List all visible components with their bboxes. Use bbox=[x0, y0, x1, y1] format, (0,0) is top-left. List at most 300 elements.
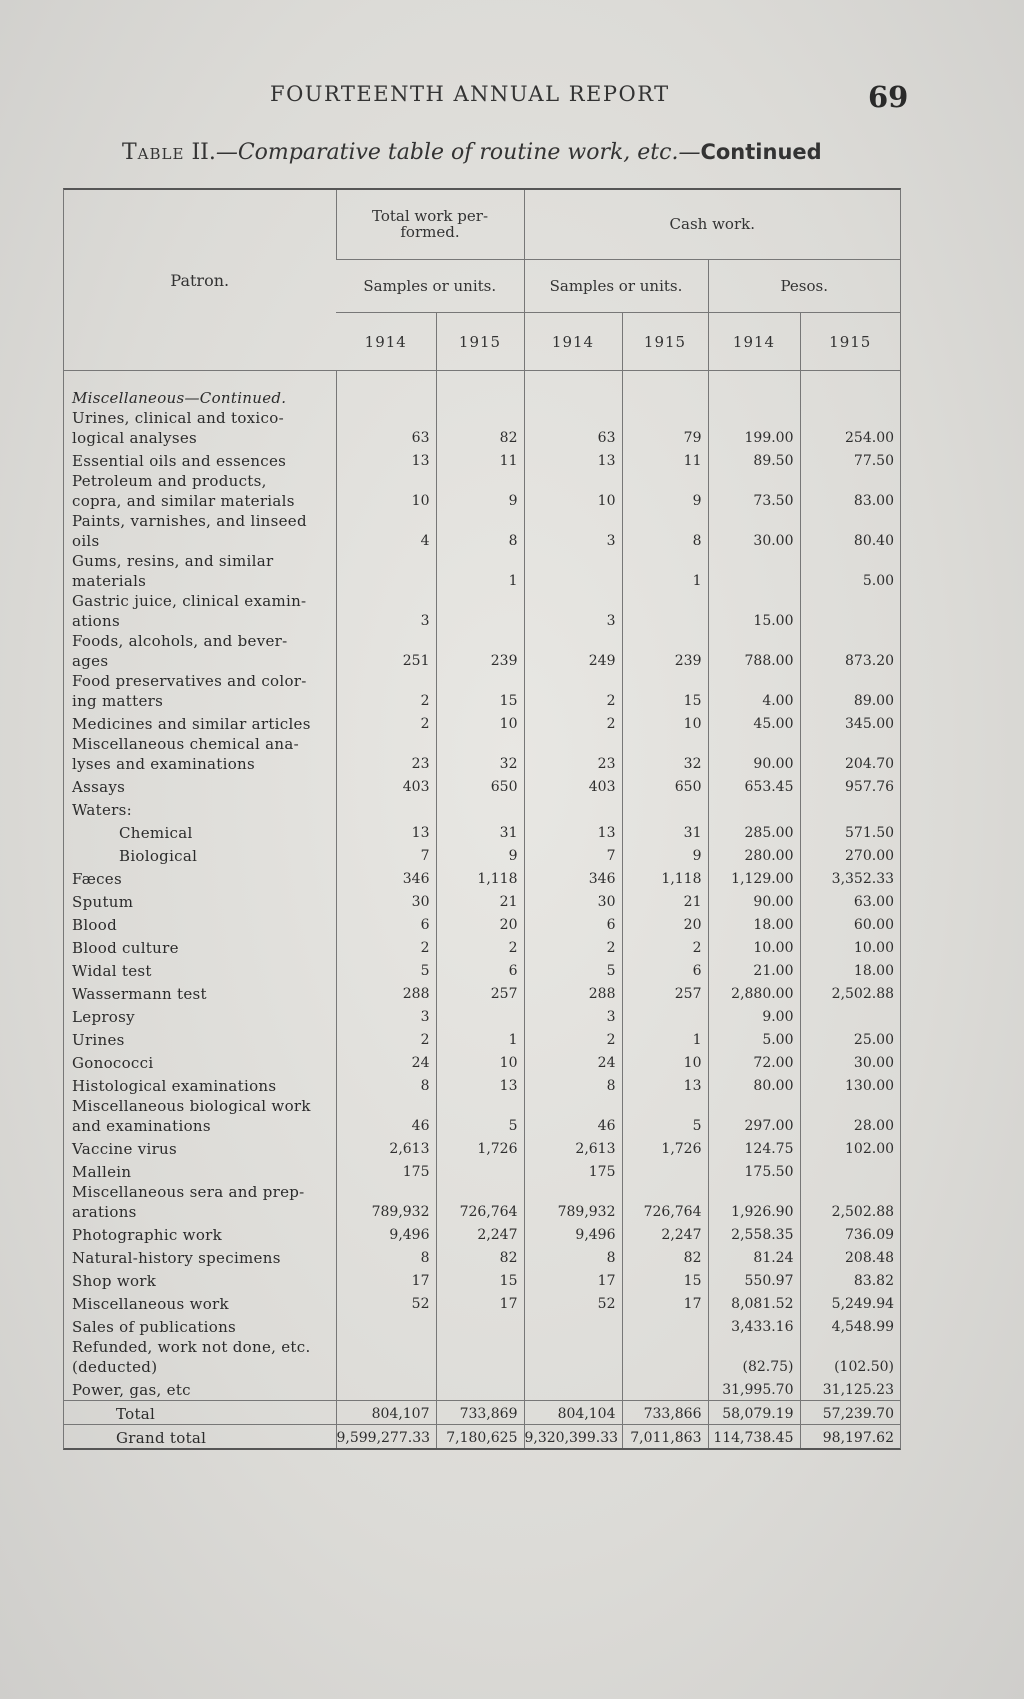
row-label: Blood bbox=[72, 916, 117, 934]
cell-value: 90.00 bbox=[708, 734, 800, 774]
row-label: Miscellaneous work bbox=[72, 1295, 229, 1313]
cell-value: 2,247 bbox=[622, 1222, 708, 1245]
row-label: Grand total bbox=[64, 1425, 336, 1449]
cell-value: 83.82 bbox=[800, 1268, 900, 1291]
cell-value bbox=[800, 591, 900, 631]
cell-value bbox=[436, 1314, 524, 1337]
table-row bbox=[64, 1159, 900, 1182]
cell-value: 114,738.45 bbox=[708, 1425, 800, 1449]
cell-value: 10 bbox=[336, 471, 436, 511]
table-row bbox=[64, 866, 900, 889]
year-header: 1915 bbox=[436, 313, 524, 371]
grand-total-row bbox=[64, 1425, 900, 1449]
cell-value: 13 bbox=[524, 820, 622, 843]
cell-value: 2 bbox=[436, 935, 524, 958]
table-row bbox=[64, 1377, 900, 1401]
cell-value: 82 bbox=[622, 1245, 708, 1268]
page-number: 69 bbox=[868, 80, 909, 114]
table-row bbox=[64, 1073, 900, 1096]
cell-value: 3 bbox=[524, 511, 622, 551]
cell-value: 257 bbox=[436, 981, 524, 1004]
cell-value bbox=[622, 1314, 708, 1337]
row-label: Petroleum and products, copra, and similar materials bbox=[72, 472, 295, 510]
cell-value: 2 bbox=[336, 711, 436, 734]
table-row bbox=[64, 1268, 900, 1291]
caption-number: II. bbox=[191, 140, 216, 165]
cell-value: 63.00 bbox=[800, 889, 900, 912]
cell-value bbox=[436, 1159, 524, 1182]
cell-value: 733,866 bbox=[622, 1401, 708, 1425]
cell-value: 6 bbox=[336, 912, 436, 935]
cell-value: 270.00 bbox=[800, 843, 900, 866]
year-header: 1914 bbox=[336, 313, 436, 371]
page-header-title: FOURTEENTH ANNUAL REPORT bbox=[270, 82, 670, 106]
row-label: Biological bbox=[119, 847, 198, 865]
cell-value: 30 bbox=[336, 889, 436, 912]
cell-value: 8 bbox=[336, 1245, 436, 1268]
cell-value: 10 bbox=[436, 711, 524, 734]
cell-value: 124.75 bbox=[708, 1136, 800, 1159]
cell-value: 9.00 bbox=[708, 1004, 800, 1027]
table-row bbox=[64, 889, 900, 912]
row-label: Food preservatives and color- ing matters bbox=[72, 672, 307, 710]
cell-value bbox=[622, 1377, 708, 1401]
table-row bbox=[64, 1337, 900, 1377]
cell-value: 7 bbox=[524, 843, 622, 866]
cell-value: 345.00 bbox=[800, 711, 900, 734]
cell-value bbox=[336, 1337, 436, 1377]
table-row bbox=[64, 912, 900, 935]
cell-value: 18.00 bbox=[708, 912, 800, 935]
cell-value: 788.00 bbox=[708, 631, 800, 671]
column-header-patron: Patron. bbox=[64, 190, 336, 371]
column-header-total-work: Total work per- formed. bbox=[336, 190, 524, 259]
row-label: Refunded, work not done, etc. (deducted) bbox=[72, 1338, 311, 1376]
cell-value: 804,107 bbox=[336, 1401, 436, 1425]
row-label: Wassermann test bbox=[72, 985, 207, 1003]
cell-value: 4,548.99 bbox=[800, 1314, 900, 1337]
cell-value: 346 bbox=[524, 866, 622, 889]
cell-value: 11 bbox=[436, 448, 524, 471]
cell-value: 45.00 bbox=[708, 711, 800, 734]
cell-value: 789,932 bbox=[336, 1182, 436, 1222]
cell-value: 650 bbox=[622, 774, 708, 797]
cell-value: (102.50) bbox=[800, 1337, 900, 1377]
cell-value: 30.00 bbox=[800, 1050, 900, 1073]
cell-value bbox=[436, 591, 524, 631]
cell-value: 957.76 bbox=[800, 774, 900, 797]
caption-suffix: Continued bbox=[700, 140, 822, 164]
cell-value bbox=[708, 797, 800, 820]
cell-value bbox=[524, 797, 622, 820]
cell-value: 8 bbox=[336, 1073, 436, 1096]
cell-value bbox=[622, 1159, 708, 1182]
cell-value: 21.00 bbox=[708, 958, 800, 981]
cell-value: 89.00 bbox=[800, 671, 900, 711]
table-row bbox=[64, 1096, 900, 1136]
cell-value: 5,249.94 bbox=[800, 1291, 900, 1314]
cell-value: 32 bbox=[436, 734, 524, 774]
cell-value: 4 bbox=[336, 511, 436, 551]
cell-value: 873.20 bbox=[800, 631, 900, 671]
cell-value: 2,502.88 bbox=[800, 1182, 900, 1222]
table-row bbox=[64, 631, 900, 671]
cell-value: 20 bbox=[622, 912, 708, 935]
cell-value bbox=[524, 1337, 622, 1377]
row-label: Miscellaneous sera and prep- arations bbox=[72, 1183, 305, 1221]
cell-value: 6 bbox=[436, 958, 524, 981]
table-row bbox=[64, 711, 900, 734]
cell-value: 15 bbox=[622, 1268, 708, 1291]
row-label: Urines bbox=[72, 1031, 125, 1049]
cell-value: 28.00 bbox=[800, 1096, 900, 1136]
table-row bbox=[64, 448, 900, 471]
row-label: Medicines and similar articles bbox=[72, 715, 311, 733]
cell-value: 5 bbox=[524, 958, 622, 981]
table-row bbox=[64, 734, 900, 774]
cell-value: 3 bbox=[336, 1004, 436, 1027]
column-header-pesos: Pesos. bbox=[708, 259, 900, 312]
cell-value: 2,613 bbox=[336, 1136, 436, 1159]
cell-value: 2 bbox=[336, 935, 436, 958]
cell-value bbox=[524, 1314, 622, 1337]
table-row bbox=[64, 843, 900, 866]
cell-value: 6 bbox=[524, 912, 622, 935]
year-header: 1914 bbox=[708, 313, 800, 371]
cell-value: 10.00 bbox=[708, 935, 800, 958]
row-label: Foods, alcohols, and bever- ages bbox=[72, 632, 288, 670]
cell-value: 3 bbox=[524, 591, 622, 631]
row-label: Histological examinations bbox=[72, 1077, 277, 1095]
cell-value: 297.00 bbox=[708, 1096, 800, 1136]
table-row bbox=[64, 591, 900, 631]
cell-value: 571.50 bbox=[800, 820, 900, 843]
row-label: Urines, clinical and toxico- logical analyses bbox=[72, 409, 284, 447]
cell-value: 789,932 bbox=[524, 1182, 622, 1222]
table-row bbox=[64, 511, 900, 551]
cell-value: 288 bbox=[524, 981, 622, 1004]
cell-value bbox=[800, 1004, 900, 1027]
cell-value: 1 bbox=[436, 1027, 524, 1050]
cell-value: 1,926.90 bbox=[708, 1182, 800, 1222]
cell-value: 7,011,863 bbox=[622, 1425, 708, 1449]
cell-value: 80.40 bbox=[800, 511, 900, 551]
cell-value: 83.00 bbox=[800, 471, 900, 511]
row-label: Essential oils and essences bbox=[72, 452, 287, 470]
cell-value: 23 bbox=[336, 734, 436, 774]
cell-value: 31,995.70 bbox=[708, 1377, 800, 1401]
cell-value: 346 bbox=[336, 866, 436, 889]
cell-value bbox=[622, 1004, 708, 1027]
row-label: Mallein bbox=[72, 1163, 132, 1181]
cell-value: 1,726 bbox=[622, 1136, 708, 1159]
column-header-samples-total: Samples or units. bbox=[336, 259, 524, 312]
cell-value: 15 bbox=[436, 1268, 524, 1291]
cell-value: 288 bbox=[336, 981, 436, 1004]
row-label: Blood culture bbox=[72, 939, 179, 957]
cell-value: 1 bbox=[622, 551, 708, 591]
row-label: Vaccine virus bbox=[72, 1140, 178, 1158]
cell-value: 31,125.23 bbox=[800, 1377, 900, 1401]
cell-value: 79 bbox=[622, 408, 708, 448]
row-label: Photographic work bbox=[72, 1226, 223, 1244]
cell-value: 13 bbox=[524, 448, 622, 471]
table-row bbox=[64, 1222, 900, 1245]
cell-value: 280.00 bbox=[708, 843, 800, 866]
cell-value: 2 bbox=[524, 935, 622, 958]
cell-value: 13 bbox=[436, 1073, 524, 1096]
cell-value: 285.00 bbox=[708, 820, 800, 843]
cell-value: 10 bbox=[622, 711, 708, 734]
cell-value: 254.00 bbox=[800, 408, 900, 448]
cell-value: 403 bbox=[336, 774, 436, 797]
row-label: Waters: bbox=[72, 801, 132, 819]
cell-value: 15 bbox=[622, 671, 708, 711]
table-row bbox=[64, 1182, 900, 1222]
cell-value: 5.00 bbox=[708, 1027, 800, 1050]
cell-value: 82 bbox=[436, 408, 524, 448]
cell-value: 63 bbox=[336, 408, 436, 448]
cell-value bbox=[336, 797, 436, 820]
cell-value bbox=[708, 551, 800, 591]
cell-value: 175 bbox=[524, 1159, 622, 1182]
cell-value: 2 bbox=[336, 1027, 436, 1050]
year-header: 1915 bbox=[800, 313, 900, 371]
cell-value: 17 bbox=[622, 1291, 708, 1314]
cell-value: 80.00 bbox=[708, 1073, 800, 1096]
table-row bbox=[64, 408, 900, 448]
row-label: Leprosy bbox=[72, 1008, 135, 1026]
cell-value: 8 bbox=[524, 1245, 622, 1268]
cell-value: 57,239.70 bbox=[800, 1401, 900, 1425]
row-label: Natural-history specimens bbox=[72, 1249, 281, 1267]
row-label: Sputum bbox=[72, 893, 134, 911]
cell-value: 239 bbox=[622, 631, 708, 671]
cell-value bbox=[622, 797, 708, 820]
cell-value: 736.09 bbox=[800, 1222, 900, 1245]
row-label: Total bbox=[64, 1401, 336, 1425]
cell-value: 52 bbox=[524, 1291, 622, 1314]
cell-value bbox=[622, 1337, 708, 1377]
cell-value: 77.50 bbox=[800, 448, 900, 471]
cell-value: 82 bbox=[436, 1245, 524, 1268]
cell-value: 1,118 bbox=[622, 866, 708, 889]
section-label: Miscellaneous—Continued. bbox=[72, 389, 287, 407]
row-label: Miscellaneous biological work and examinations bbox=[72, 1097, 311, 1135]
cell-value: 2 bbox=[524, 711, 622, 734]
cell-value: 653.45 bbox=[708, 774, 800, 797]
table-row bbox=[64, 797, 900, 820]
row-label: Gastric juice, clinical examin- ations bbox=[72, 592, 307, 630]
table-row bbox=[64, 935, 900, 958]
cell-value: 15.00 bbox=[708, 591, 800, 631]
table-row bbox=[64, 1136, 900, 1159]
table-row bbox=[64, 1027, 900, 1050]
cell-value: 2,502.88 bbox=[800, 981, 900, 1004]
cell-value: 208.48 bbox=[800, 1245, 900, 1268]
cell-value: 2 bbox=[524, 1027, 622, 1050]
cell-value: 6 bbox=[622, 958, 708, 981]
cell-value: 8,081.52 bbox=[708, 1291, 800, 1314]
table-row bbox=[64, 1291, 900, 1314]
cell-value: 2 bbox=[622, 935, 708, 958]
row-label: Assays bbox=[72, 778, 126, 796]
cell-value: 403 bbox=[524, 774, 622, 797]
cell-value: 3,352.33 bbox=[800, 866, 900, 889]
cell-value: 9,496 bbox=[336, 1222, 436, 1245]
cell-value: 25.00 bbox=[800, 1027, 900, 1050]
cell-value: 31 bbox=[436, 820, 524, 843]
cell-value: 1 bbox=[436, 551, 524, 591]
total-row bbox=[64, 1401, 900, 1425]
cell-value: 11 bbox=[622, 448, 708, 471]
cell-value: 60.00 bbox=[800, 912, 900, 935]
cell-value: 5 bbox=[622, 1096, 708, 1136]
cell-value: 2 bbox=[336, 671, 436, 711]
cell-value: 10 bbox=[524, 471, 622, 511]
cell-value: 5.00 bbox=[800, 551, 900, 591]
cell-value bbox=[622, 591, 708, 631]
row-label: Gums, resins, and similar materials bbox=[72, 552, 274, 590]
table-caption bbox=[122, 140, 882, 165]
cell-value: 72.00 bbox=[708, 1050, 800, 1073]
cell-value: 2 bbox=[524, 671, 622, 711]
cell-value: 9 bbox=[622, 471, 708, 511]
cell-value: 81.24 bbox=[708, 1245, 800, 1268]
cell-value bbox=[436, 797, 524, 820]
cell-value: 15 bbox=[436, 671, 524, 711]
cell-value: 31 bbox=[622, 820, 708, 843]
cell-value: 9 bbox=[436, 471, 524, 511]
cell-value: 21 bbox=[622, 889, 708, 912]
cell-value: 21 bbox=[436, 889, 524, 912]
table-row bbox=[64, 1245, 900, 1268]
cell-value: 32 bbox=[622, 734, 708, 774]
cell-value: 4.00 bbox=[708, 671, 800, 711]
cell-value: 20 bbox=[436, 912, 524, 935]
row-label: Sales of publications bbox=[72, 1318, 237, 1336]
cell-value bbox=[800, 1159, 900, 1182]
cell-value: 1,129.00 bbox=[708, 866, 800, 889]
cell-value: 5 bbox=[336, 958, 436, 981]
cell-value: 726,764 bbox=[622, 1182, 708, 1222]
cell-value: 13 bbox=[622, 1073, 708, 1096]
cell-value: 58,079.19 bbox=[708, 1401, 800, 1425]
row-label: Paints, varnishes, and linseed oils bbox=[72, 512, 307, 550]
table-row bbox=[64, 820, 900, 843]
cell-value: 550.97 bbox=[708, 1268, 800, 1291]
cell-value: 1,726 bbox=[436, 1136, 524, 1159]
cell-value bbox=[336, 1377, 436, 1401]
cell-value: 2,613 bbox=[524, 1136, 622, 1159]
table-row bbox=[64, 1050, 900, 1073]
cell-value: 98,197.62 bbox=[800, 1425, 900, 1449]
cell-value bbox=[524, 1377, 622, 1401]
cell-value: 733,869 bbox=[436, 1401, 524, 1425]
cell-value: 30 bbox=[524, 889, 622, 912]
cell-value: 130.00 bbox=[800, 1073, 900, 1096]
cell-value: 10.00 bbox=[800, 935, 900, 958]
cell-value: 175 bbox=[336, 1159, 436, 1182]
column-header-cash-work: Cash work. bbox=[524, 190, 900, 259]
row-label: Chemical bbox=[119, 824, 193, 842]
table-row bbox=[64, 551, 900, 591]
cell-value bbox=[524, 551, 622, 591]
cell-value: 650 bbox=[436, 774, 524, 797]
cell-value: 7 bbox=[336, 843, 436, 866]
cell-value bbox=[336, 1314, 436, 1337]
table-row bbox=[64, 471, 900, 511]
row-label: Shop work bbox=[72, 1272, 157, 1290]
cell-value: 9,320,399.33 bbox=[524, 1425, 622, 1449]
cell-value: 1,118 bbox=[436, 866, 524, 889]
column-header-samples-cash: Samples or units. bbox=[524, 259, 708, 312]
routine-work-table bbox=[63, 188, 901, 1450]
cell-value: 73.50 bbox=[708, 471, 800, 511]
table-row bbox=[64, 774, 900, 797]
cell-value bbox=[436, 1337, 524, 1377]
cell-value: 249 bbox=[524, 631, 622, 671]
cell-value: 257 bbox=[622, 981, 708, 1004]
table-row bbox=[64, 958, 900, 981]
cell-value: 3 bbox=[336, 591, 436, 631]
cell-value: 18.00 bbox=[800, 958, 900, 981]
cell-value: 30.00 bbox=[708, 511, 800, 551]
caption-prefix: Table bbox=[122, 140, 185, 165]
table-row bbox=[64, 671, 900, 711]
cell-value: 9,496 bbox=[524, 1222, 622, 1245]
cell-value: 204.70 bbox=[800, 734, 900, 774]
cell-value: 10 bbox=[436, 1050, 524, 1073]
caption-title: —Comparative table of routine work, etc.— bbox=[215, 140, 701, 165]
cell-value: 17 bbox=[436, 1291, 524, 1314]
cell-value: 9 bbox=[436, 843, 524, 866]
cell-value: 726,764 bbox=[436, 1182, 524, 1222]
table-row bbox=[64, 1004, 900, 1027]
cell-value: 239 bbox=[436, 631, 524, 671]
cell-value: (82.75) bbox=[708, 1337, 800, 1377]
cell-value: 175.50 bbox=[708, 1159, 800, 1182]
row-label: Miscellaneous chemical ana- lyses and examinations bbox=[72, 735, 299, 773]
cell-value: 3 bbox=[524, 1004, 622, 1027]
cell-value: 3,433.16 bbox=[708, 1314, 800, 1337]
cell-value bbox=[436, 1004, 524, 1027]
cell-value: 5 bbox=[436, 1096, 524, 1136]
cell-value: 17 bbox=[336, 1268, 436, 1291]
cell-value: 8 bbox=[524, 1073, 622, 1096]
cell-value: 8 bbox=[622, 511, 708, 551]
cell-value bbox=[336, 551, 436, 591]
cell-value: 2,880.00 bbox=[708, 981, 800, 1004]
cell-value: 52 bbox=[336, 1291, 436, 1314]
cell-value: 13 bbox=[336, 820, 436, 843]
cell-value: 804,104 bbox=[524, 1401, 622, 1425]
cell-value: 1 bbox=[622, 1027, 708, 1050]
cell-value: 13 bbox=[336, 448, 436, 471]
cell-value: 46 bbox=[336, 1096, 436, 1136]
cell-value: 46 bbox=[524, 1096, 622, 1136]
cell-value: 8 bbox=[436, 511, 524, 551]
row-label: Power, gas, etc bbox=[72, 1381, 191, 1399]
cell-value: 17 bbox=[524, 1268, 622, 1291]
cell-value: 90.00 bbox=[708, 889, 800, 912]
row-label: Widal test bbox=[72, 962, 152, 980]
cell-value: 9,599,277.33 bbox=[336, 1425, 436, 1449]
cell-value: 9 bbox=[622, 843, 708, 866]
table-row bbox=[64, 981, 900, 1004]
cell-value: 23 bbox=[524, 734, 622, 774]
cell-value: 24 bbox=[336, 1050, 436, 1073]
